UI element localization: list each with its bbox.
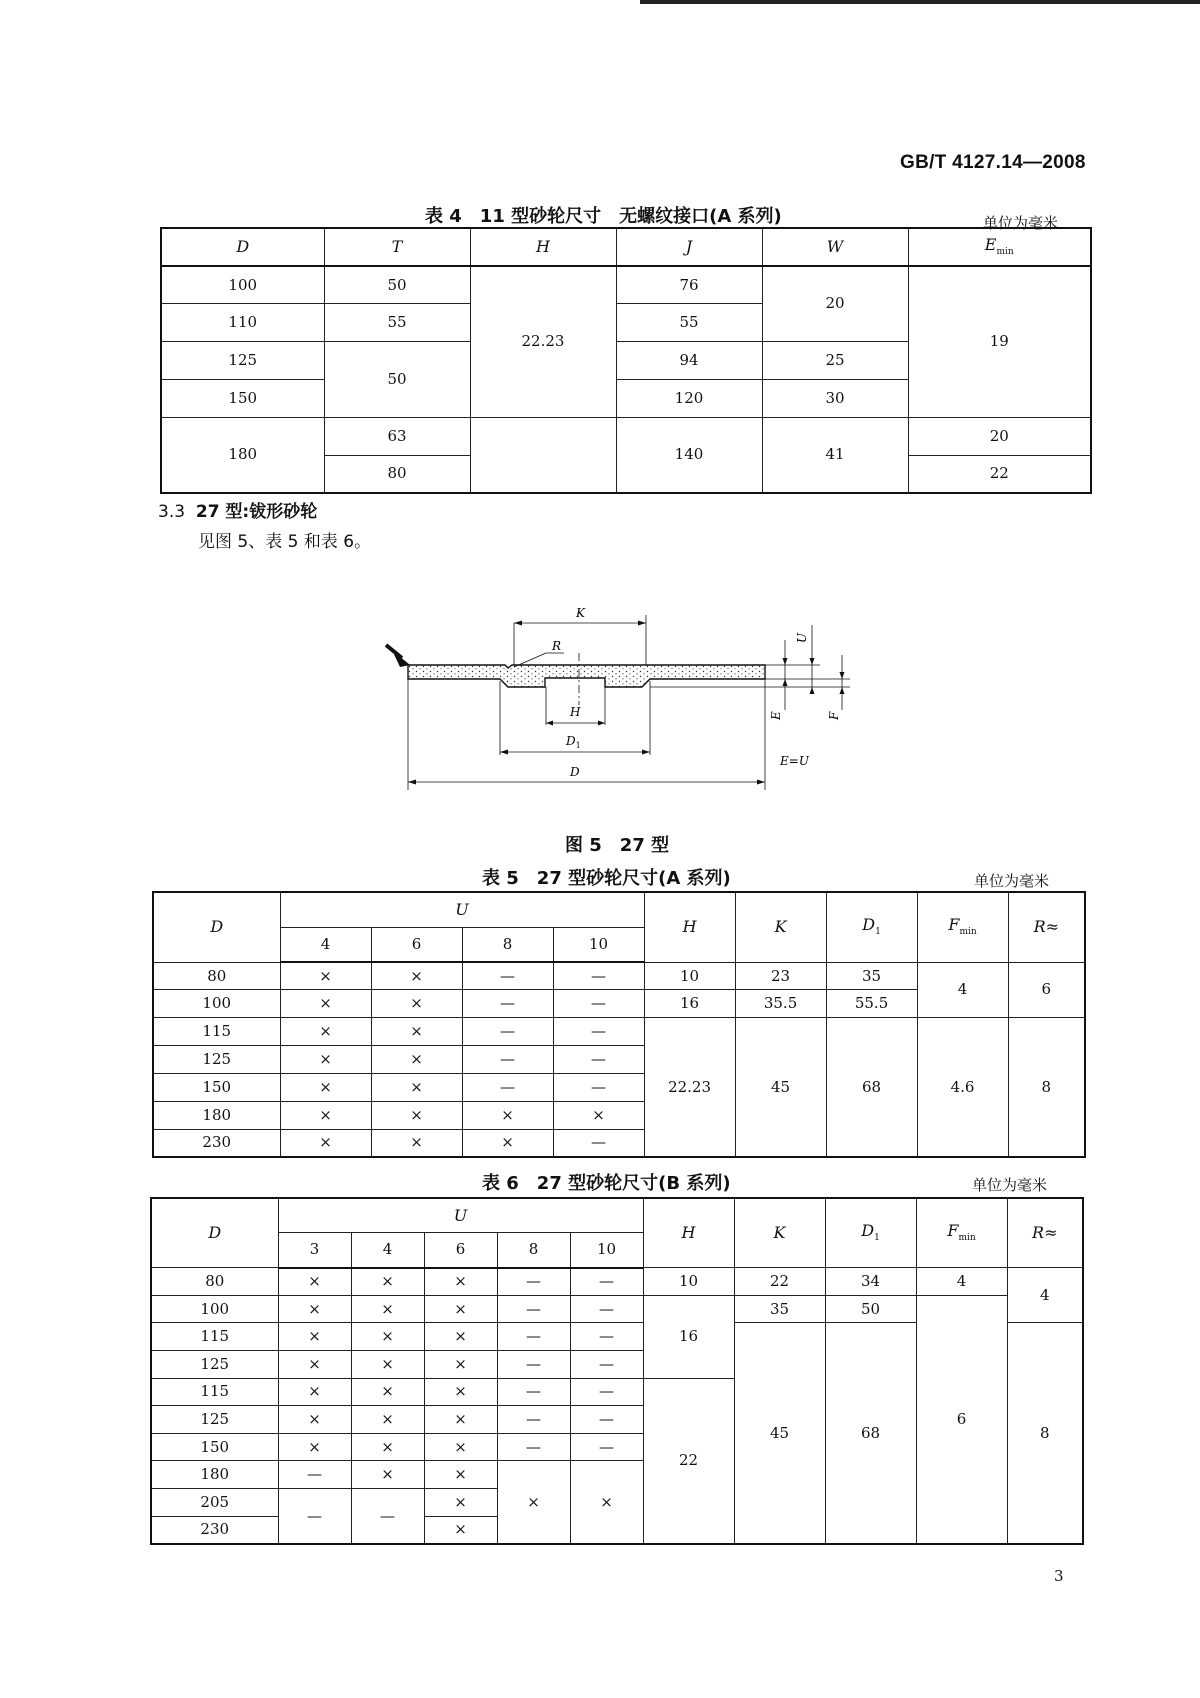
- cell-U: —: [553, 1018, 644, 1046]
- cell-D1: 34: [825, 1268, 916, 1296]
- standard-number: GB/T 4127.14—2008: [900, 152, 1086, 173]
- cell-U: ×: [351, 1350, 424, 1378]
- header-T: T: [324, 228, 470, 266]
- cell-D: 100: [151, 1295, 278, 1323]
- section-text: 见图 5、表 5 和表 6。: [198, 532, 372, 552]
- cell-U: ×: [280, 1101, 371, 1129]
- cell-U: —: [553, 1129, 644, 1157]
- cell-H: 16: [644, 990, 735, 1018]
- cell-U: ×: [278, 1378, 351, 1406]
- cell-U: ×: [280, 1046, 371, 1074]
- header-Fmin: $F_{min}$: [917, 892, 1008, 962]
- cell-W: 30: [762, 379, 908, 417]
- cell-D: 125: [151, 1406, 278, 1434]
- cell-U: ×: [424, 1350, 497, 1378]
- cell-W: 25: [762, 342, 908, 380]
- cell-F: 4.6: [917, 1018, 1008, 1157]
- label-U: U: [795, 632, 809, 643]
- cell-U: —: [553, 962, 644, 990]
- cell-T: 50: [324, 342, 470, 418]
- cell-U: —: [497, 1433, 570, 1461]
- table4-caption: 表 4 11 型砂轮尺寸 无螺纹接口(A 系列): [425, 206, 782, 227]
- cell-D: 125: [151, 1350, 278, 1378]
- cell-H-blank: [470, 417, 616, 493]
- cell-D1: 55.5: [826, 990, 917, 1018]
- cell-R: 8: [1007, 1323, 1083, 1544]
- cell-U: ×: [424, 1461, 497, 1489]
- header-D1: $D_1$: [826, 892, 917, 962]
- cell-D: 125: [161, 342, 324, 380]
- cell-U: ×: [278, 1350, 351, 1378]
- cell-U: —: [570, 1433, 643, 1461]
- cell-U: ×: [424, 1489, 497, 1517]
- header-D: D: [161, 228, 324, 266]
- header-U: U: [278, 1198, 643, 1233]
- cell-U: ×: [553, 1101, 644, 1129]
- cell-U: —: [570, 1350, 643, 1378]
- header-W: W: [762, 228, 908, 266]
- cell-D: 180: [151, 1461, 278, 1489]
- header-D: D: [153, 892, 280, 962]
- cell-U: —: [497, 1378, 570, 1406]
- cell-U: ×: [497, 1461, 570, 1544]
- cell-U: —: [570, 1323, 643, 1351]
- header-u: 4: [280, 927, 371, 962]
- cell-U: —: [570, 1295, 643, 1323]
- header-R: R≈: [1008, 892, 1085, 962]
- cell-U: ×: [280, 990, 371, 1018]
- cell-D1: 68: [826, 1018, 917, 1157]
- label-E: E: [769, 711, 783, 720]
- cell-U: —: [462, 1046, 553, 1074]
- cell-D1: 50: [825, 1295, 916, 1323]
- cell-R: 6: [1008, 962, 1085, 1018]
- cell-U: —: [497, 1323, 570, 1351]
- cell-H: 22.23: [644, 1018, 735, 1157]
- cell-T: 80: [324, 455, 470, 493]
- label-F: F: [827, 711, 841, 720]
- label-K: K: [576, 606, 585, 620]
- table6: [150, 1197, 1084, 1545]
- cell-U: ×: [371, 990, 462, 1018]
- cell-R: 4: [1007, 1268, 1083, 1323]
- cell-D: 80: [153, 962, 280, 990]
- cell-U: ×: [278, 1323, 351, 1351]
- cell-D: 150: [151, 1433, 278, 1461]
- cell-U: ×: [371, 1073, 462, 1101]
- cell-U: ×: [424, 1406, 497, 1434]
- table5-caption: 表 5 27 型砂轮尺寸(A 系列): [482, 868, 731, 889]
- cell-J: 55: [616, 304, 762, 342]
- cell-U: ×: [351, 1323, 424, 1351]
- cell-U: ×: [280, 1018, 371, 1046]
- header-u: 4: [351, 1233, 424, 1268]
- table5: [152, 891, 1086, 1158]
- cell-D: 115: [151, 1378, 278, 1406]
- cell-D: 180: [153, 1101, 280, 1129]
- section-number: 3.3: [158, 502, 186, 522]
- cell-U: ×: [280, 1129, 371, 1157]
- cell-F: 4: [917, 962, 1008, 1018]
- header-u: 6: [424, 1233, 497, 1268]
- cell-U: ×: [351, 1406, 424, 1434]
- cell-U: ×: [278, 1268, 351, 1296]
- header-H: H: [643, 1198, 734, 1268]
- cell-D1: 68: [825, 1323, 916, 1544]
- cell-U: —: [553, 1073, 644, 1101]
- table6-caption: 表 6 27 型砂轮尺寸(B 系列): [482, 1173, 731, 1194]
- cell-U: ×: [424, 1295, 497, 1323]
- header-u: 6: [371, 927, 462, 962]
- label-D: D: [570, 765, 580, 779]
- cell-U: ×: [462, 1101, 553, 1129]
- header-u: 8: [497, 1233, 570, 1268]
- header-K: K: [735, 892, 826, 962]
- header-u: 10: [553, 927, 644, 962]
- cell-K: 45: [735, 1018, 826, 1157]
- cell-H: 22.23: [470, 266, 616, 417]
- cell-H: 16: [643, 1295, 734, 1378]
- cell-U: ×: [570, 1461, 643, 1544]
- table5-unit: 单位为毫米: [974, 872, 1050, 890]
- cell-K: 45: [734, 1323, 825, 1544]
- cell-U: ×: [371, 1046, 462, 1074]
- cell-T: 63: [324, 417, 470, 455]
- top-rule: [640, 0, 1200, 4]
- cell-J: 140: [616, 417, 762, 493]
- cell-D: 125: [153, 1046, 280, 1074]
- header-R: R≈: [1007, 1198, 1083, 1268]
- label-D1: $D_1$: [566, 734, 581, 750]
- cell-U: ×: [351, 1295, 424, 1323]
- label-H: H: [570, 705, 581, 719]
- cell-U: ×: [424, 1516, 497, 1544]
- cell-U: —: [553, 990, 644, 1018]
- cell-U: ×: [351, 1268, 424, 1296]
- cell-U: —: [570, 1406, 643, 1434]
- cell-D: 205: [151, 1489, 278, 1517]
- cell-D: 150: [153, 1073, 280, 1101]
- cell-J: 120: [616, 379, 762, 417]
- cell-U: —: [553, 1046, 644, 1074]
- section-title: 27 型:钹形砂轮: [195, 502, 318, 522]
- cell-D: 230: [153, 1129, 280, 1157]
- header-H: H: [644, 892, 735, 962]
- cell-D: 100: [153, 990, 280, 1018]
- cell-U: ×: [424, 1323, 497, 1351]
- cell-K: 35: [734, 1295, 825, 1323]
- cell-U: —: [278, 1489, 351, 1544]
- cell-R: 8: [1008, 1018, 1085, 1157]
- cell-U: —: [351, 1489, 424, 1544]
- section-heading: [158, 497, 317, 522]
- cell-H: 10: [643, 1268, 734, 1296]
- header-D: D: [151, 1198, 278, 1268]
- header-J: J: [616, 228, 762, 266]
- cell-K: 23: [735, 962, 826, 990]
- cell-D1: 35: [826, 962, 917, 990]
- cell-U: ×: [280, 962, 371, 990]
- cell-U: ×: [351, 1433, 424, 1461]
- cell-U: —: [462, 990, 553, 1018]
- cell-U: ×: [371, 1129, 462, 1157]
- cell-U: ×: [371, 962, 462, 990]
- figure5-caption: 图 5 27 型: [565, 835, 670, 856]
- cell-U: —: [570, 1378, 643, 1406]
- cell-F: 6: [916, 1295, 1007, 1544]
- cell-H: 22: [643, 1378, 734, 1544]
- header-U: U: [280, 892, 644, 927]
- cell-D: 110: [161, 304, 324, 342]
- cell-E: 22: [908, 455, 1091, 493]
- cell-U: ×: [424, 1433, 497, 1461]
- cell-D: 100: [161, 266, 324, 304]
- cell-U: ×: [351, 1378, 424, 1406]
- cell-U: —: [462, 1018, 553, 1046]
- cell-U: —: [570, 1268, 643, 1296]
- header-K: K: [734, 1198, 825, 1268]
- cell-E: 20: [908, 417, 1091, 455]
- header-Emin: $E_{min}$: [908, 228, 1091, 266]
- table4: [160, 227, 1092, 494]
- cell-U: —: [462, 962, 553, 990]
- header-Fmin: $F_{min}$: [916, 1198, 1007, 1268]
- cell-U: —: [462, 1073, 553, 1101]
- cell-U: ×: [371, 1018, 462, 1046]
- label-R: R: [552, 639, 562, 653]
- cell-U: ×: [462, 1129, 553, 1157]
- header-H: H: [470, 228, 616, 266]
- header-u: 10: [570, 1233, 643, 1268]
- header-u: 3: [278, 1233, 351, 1268]
- cell-U: —: [278, 1461, 351, 1489]
- figure5-drawing: [380, 595, 860, 795]
- cell-U: ×: [280, 1073, 371, 1101]
- cell-U: ×: [278, 1295, 351, 1323]
- cell-K: 35.5: [735, 990, 826, 1018]
- cell-U: ×: [278, 1406, 351, 1434]
- table4-unit: 单位为毫米: [983, 214, 1059, 232]
- cell-U: ×: [371, 1101, 462, 1129]
- cell-H: 10: [644, 962, 735, 990]
- cell-U: —: [497, 1406, 570, 1434]
- cell-U: ×: [351, 1461, 424, 1489]
- cell-T: 50: [324, 266, 470, 304]
- cell-U: —: [497, 1350, 570, 1378]
- cell-D: 115: [153, 1018, 280, 1046]
- cell-J: 76: [616, 266, 762, 304]
- header-u: 8: [462, 927, 553, 962]
- cell-T: 55: [324, 304, 470, 342]
- cell-U: —: [497, 1268, 570, 1296]
- cell-U: —: [497, 1295, 570, 1323]
- cell-D: 115: [151, 1323, 278, 1351]
- cell-D: 180: [161, 417, 324, 493]
- cell-W: 41: [762, 417, 908, 493]
- label-note: E=U: [780, 754, 809, 768]
- cell-D: 80: [151, 1268, 278, 1296]
- page-number: 3: [1054, 1567, 1064, 1585]
- cell-D: 230: [151, 1516, 278, 1544]
- cell-U: ×: [424, 1378, 497, 1406]
- cell-F: 4: [916, 1268, 1007, 1296]
- cell-J: 94: [616, 342, 762, 380]
- cell-E: 19: [908, 266, 1091, 417]
- cell-D: 150: [161, 379, 324, 417]
- header-D1: $D_1$: [825, 1198, 916, 1268]
- cell-K: 22: [734, 1268, 825, 1296]
- cell-U: ×: [278, 1433, 351, 1461]
- table6-unit: 单位为毫米: [972, 1176, 1048, 1194]
- cell-W: 20: [762, 266, 908, 342]
- cell-U: ×: [424, 1268, 497, 1296]
